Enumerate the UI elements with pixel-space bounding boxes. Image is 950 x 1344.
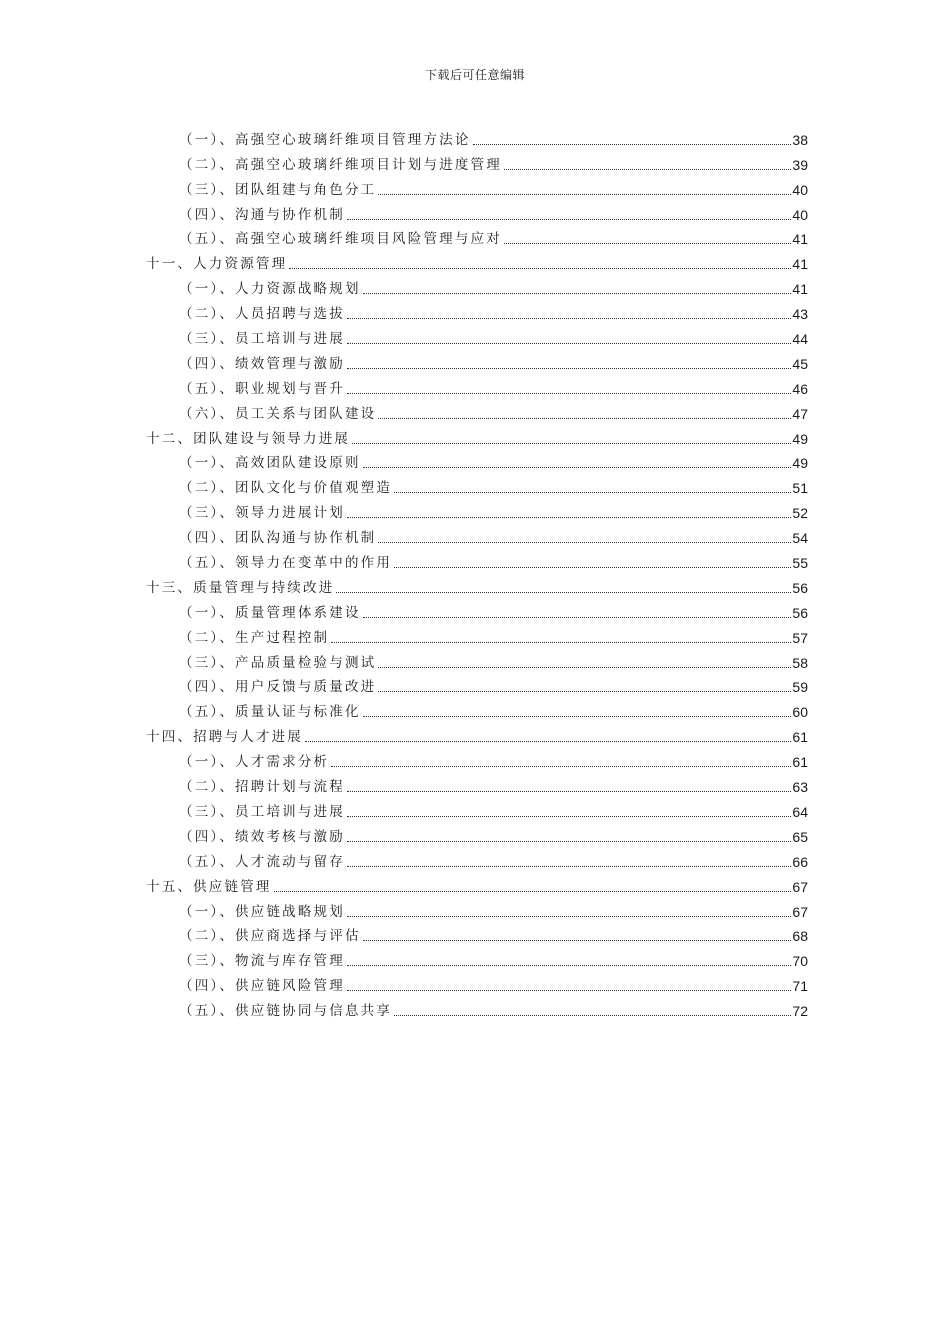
toc-entry-title: 十三、质量管理与持续改进: [146, 579, 335, 596]
toc-section-entry[interactable]: [146, 472, 808, 497]
page-header: 下载后可任意编辑: [424, 68, 525, 82]
toc-entry-title: （三）、员工培训与进展: [179, 331, 345, 348]
dot-leader: [363, 939, 792, 941]
toc-entry-title: （二）、团队文化与价值观塑造: [179, 480, 393, 497]
toc-page-number: 54: [792, 530, 808, 547]
dot-leader: [504, 168, 791, 170]
toc-page-number: 65: [792, 828, 808, 845]
toc-entry-title: （三）、产品质量检验与测试: [179, 654, 377, 671]
dot-leader: [347, 964, 791, 966]
toc-page-number: 59: [792, 679, 808, 696]
toc-page-number: 67: [792, 878, 808, 895]
toc-entry-title: （四）、绩效考核与激励: [179, 828, 345, 845]
dot-leader: [347, 915, 791, 917]
dot-leader: [378, 541, 791, 543]
toc-page-number: 39: [792, 156, 808, 173]
toc-section-entry[interactable]: [146, 547, 808, 572]
toc-entry-title: （五）、领导力在变革中的作用: [179, 555, 393, 572]
toc-page-number: 51: [792, 480, 808, 497]
toc-section-entry[interactable]: [146, 696, 808, 721]
toc-page-number: 58: [792, 654, 808, 671]
dot-leader: [336, 591, 791, 593]
toc-section-entry[interactable]: [146, 995, 808, 1020]
toc-page-number: 64: [792, 803, 808, 820]
toc-section-entry[interactable]: [146, 398, 808, 423]
toc-page-number: 40: [792, 206, 808, 223]
dot-leader: [394, 566, 791, 568]
toc-entry-title: 十一、人力资源管理: [146, 256, 288, 273]
toc-section-entry[interactable]: [146, 672, 808, 697]
toc-page-number: 49: [792, 430, 808, 447]
toc-section-entry[interactable]: [146, 796, 808, 821]
toc-section-entry[interactable]: [146, 273, 808, 298]
dot-leader: [347, 790, 791, 792]
dot-leader: [347, 865, 791, 867]
toc-entry-title: （四）、团队沟通与协作机制: [179, 530, 377, 547]
toc-page-number: 55: [792, 555, 808, 572]
toc-entry-title: （一）、质量管理体系建设: [179, 604, 361, 621]
toc-page-number: 61: [792, 729, 808, 746]
dot-leader: [347, 840, 791, 842]
toc-section-entry[interactable]: [146, 921, 808, 946]
toc-entry-title: 十二、团队建设与领导力进展: [146, 430, 351, 447]
toc-entry-title: （四）、供应链风险管理: [179, 978, 345, 995]
toc-page-number: 56: [792, 579, 808, 596]
toc-section-entry[interactable]: [146, 771, 808, 796]
toc-page-number: 44: [792, 331, 808, 348]
toc-section-entry[interactable]: [146, 448, 808, 473]
dot-leader: [305, 740, 791, 742]
toc-page-number: 63: [792, 779, 808, 796]
toc-entry-title: （五）、职业规划与晋升: [179, 380, 345, 397]
toc-entry-title: （二）、高强空心玻璃纤维项目计划与进度管理: [179, 156, 502, 173]
toc-entry-title: （四）、沟通与协作机制: [179, 206, 345, 223]
toc-section-entry[interactable]: [146, 199, 808, 224]
toc-entry-title: 十五、供应链管理: [146, 878, 272, 895]
dot-leader: [347, 815, 791, 817]
dot-leader: [347, 342, 791, 344]
toc-chapter-entry[interactable]: [146, 248, 808, 273]
toc-entry-title: （二）、生产过程控制: [179, 629, 330, 646]
dot-leader: [504, 242, 791, 244]
toc-entry-title: （一）、高效团队建设原则: [179, 455, 361, 472]
toc-page-number: 57: [792, 629, 808, 646]
dot-leader: [363, 715, 792, 717]
toc-chapter-entry[interactable]: [146, 871, 808, 896]
dot-leader: [378, 417, 791, 419]
dot-leader: [347, 516, 791, 518]
dot-leader: [363, 292, 792, 294]
toc-section-entry[interactable]: [146, 323, 808, 348]
toc-section-entry[interactable]: [146, 373, 808, 398]
toc-section-entry[interactable]: [146, 846, 808, 871]
toc-page-number: 40: [792, 181, 808, 198]
toc-entry-title: （四）、绩效管理与激励: [179, 355, 345, 372]
dot-leader: [378, 666, 791, 668]
toc-entry-title: （五）、质量认证与标准化: [179, 704, 361, 721]
dot-leader: [274, 890, 792, 892]
toc-page-number: 70: [792, 953, 808, 970]
toc-chapter-entry[interactable]: [146, 721, 808, 746]
toc-section-entry[interactable]: [146, 896, 808, 921]
table-of-contents: [146, 124, 808, 1020]
dot-leader: [347, 989, 791, 991]
dot-leader: [394, 1014, 791, 1016]
toc-page-number: 66: [792, 853, 808, 870]
toc-page-number: 41: [792, 281, 808, 298]
toc-page-number: 49: [792, 455, 808, 472]
toc-entry-title: （一）、高强空心玻璃纤维项目管理方法论: [179, 131, 471, 148]
dot-leader: [363, 616, 792, 618]
toc-page-number: 47: [792, 405, 808, 422]
toc-chapter-entry[interactable]: [146, 572, 808, 597]
toc-section-entry[interactable]: [146, 224, 808, 249]
toc-section-entry[interactable]: [146, 124, 808, 149]
toc-page-number: 38: [792, 131, 808, 148]
dot-leader: [394, 491, 791, 493]
toc-entry-title: （五）、供应链协同与信息共享: [179, 1003, 393, 1020]
toc-entry-title: （二）、人员招聘与选拔: [179, 306, 345, 323]
dot-leader: [331, 641, 791, 643]
dot-leader: [378, 690, 791, 692]
dot-leader: [331, 765, 791, 767]
toc-section-entry[interactable]: [146, 174, 808, 199]
dot-leader: [347, 367, 791, 369]
dot-leader: [347, 392, 791, 394]
toc-page-number: 67: [792, 903, 808, 920]
toc-section-entry[interactable]: [146, 945, 808, 970]
dot-leader: [347, 218, 791, 220]
toc-section-entry[interactable]: [146, 149, 808, 174]
toc-section-entry[interactable]: [146, 348, 808, 373]
toc-section-entry[interactable]: [146, 746, 808, 771]
dot-leader: [363, 466, 792, 468]
toc-page-number: 45: [792, 355, 808, 372]
toc-entry-title: （四）、用户反馈与质量改进: [179, 679, 377, 696]
toc-entry-title: （六）、员工关系与团队建设: [179, 405, 377, 422]
toc-entry-title: （三）、员工培训与进展: [179, 803, 345, 820]
toc-entry-title: （一）、人力资源战略规划: [179, 281, 361, 298]
toc-entry-title: （三）、领导力进展计划: [179, 505, 345, 522]
toc-page-number: 43: [792, 306, 808, 323]
toc-entry-title: （一）、人才需求分析: [179, 754, 330, 771]
toc-page-number: 68: [792, 928, 808, 945]
dot-leader: [347, 317, 791, 319]
dot-leader: [473, 143, 792, 145]
toc-section-entry[interactable]: [146, 821, 808, 846]
toc-entry-title: （二）、供应商选择与评估: [179, 928, 361, 945]
toc-section-entry[interactable]: [146, 970, 808, 995]
toc-page-number: 61: [792, 754, 808, 771]
toc-chapter-entry[interactable]: [146, 423, 808, 448]
toc-page-number: 41: [792, 256, 808, 273]
toc-section-entry[interactable]: [146, 647, 808, 672]
toc-page-number: 52: [792, 505, 808, 522]
toc-entry-title: （三）、团队组建与角色分工: [179, 181, 377, 198]
toc-page-number: 71: [792, 978, 808, 995]
toc-page-number: 72: [792, 1003, 808, 1020]
toc-entry-title: 十四、招聘与人才进展: [146, 729, 303, 746]
toc-page-number: 41: [792, 231, 808, 248]
toc-section-entry[interactable]: [146, 497, 808, 522]
toc-entry-title: （五）、人才流动与留存: [179, 853, 345, 870]
toc-section-entry[interactable]: [146, 522, 808, 547]
toc-entry-title: （二）、招聘计划与流程: [179, 779, 345, 796]
toc-section-entry[interactable]: [146, 298, 808, 323]
toc-page-number: 56: [792, 604, 808, 621]
toc-section-entry[interactable]: [146, 622, 808, 647]
dot-leader: [352, 442, 791, 444]
toc-entry-title: （一）、供应链战略规划: [179, 903, 345, 920]
dot-leader: [289, 267, 791, 269]
toc-section-entry[interactable]: [146, 597, 808, 622]
toc-entry-title: （三）、物流与库存管理: [179, 953, 345, 970]
toc-page-number: 60: [792, 704, 808, 721]
dot-leader: [378, 193, 791, 195]
toc-page-number: 46: [792, 380, 808, 397]
toc-entry-title: （五）、高强空心玻璃纤维项目风险管理与应对: [179, 231, 502, 248]
